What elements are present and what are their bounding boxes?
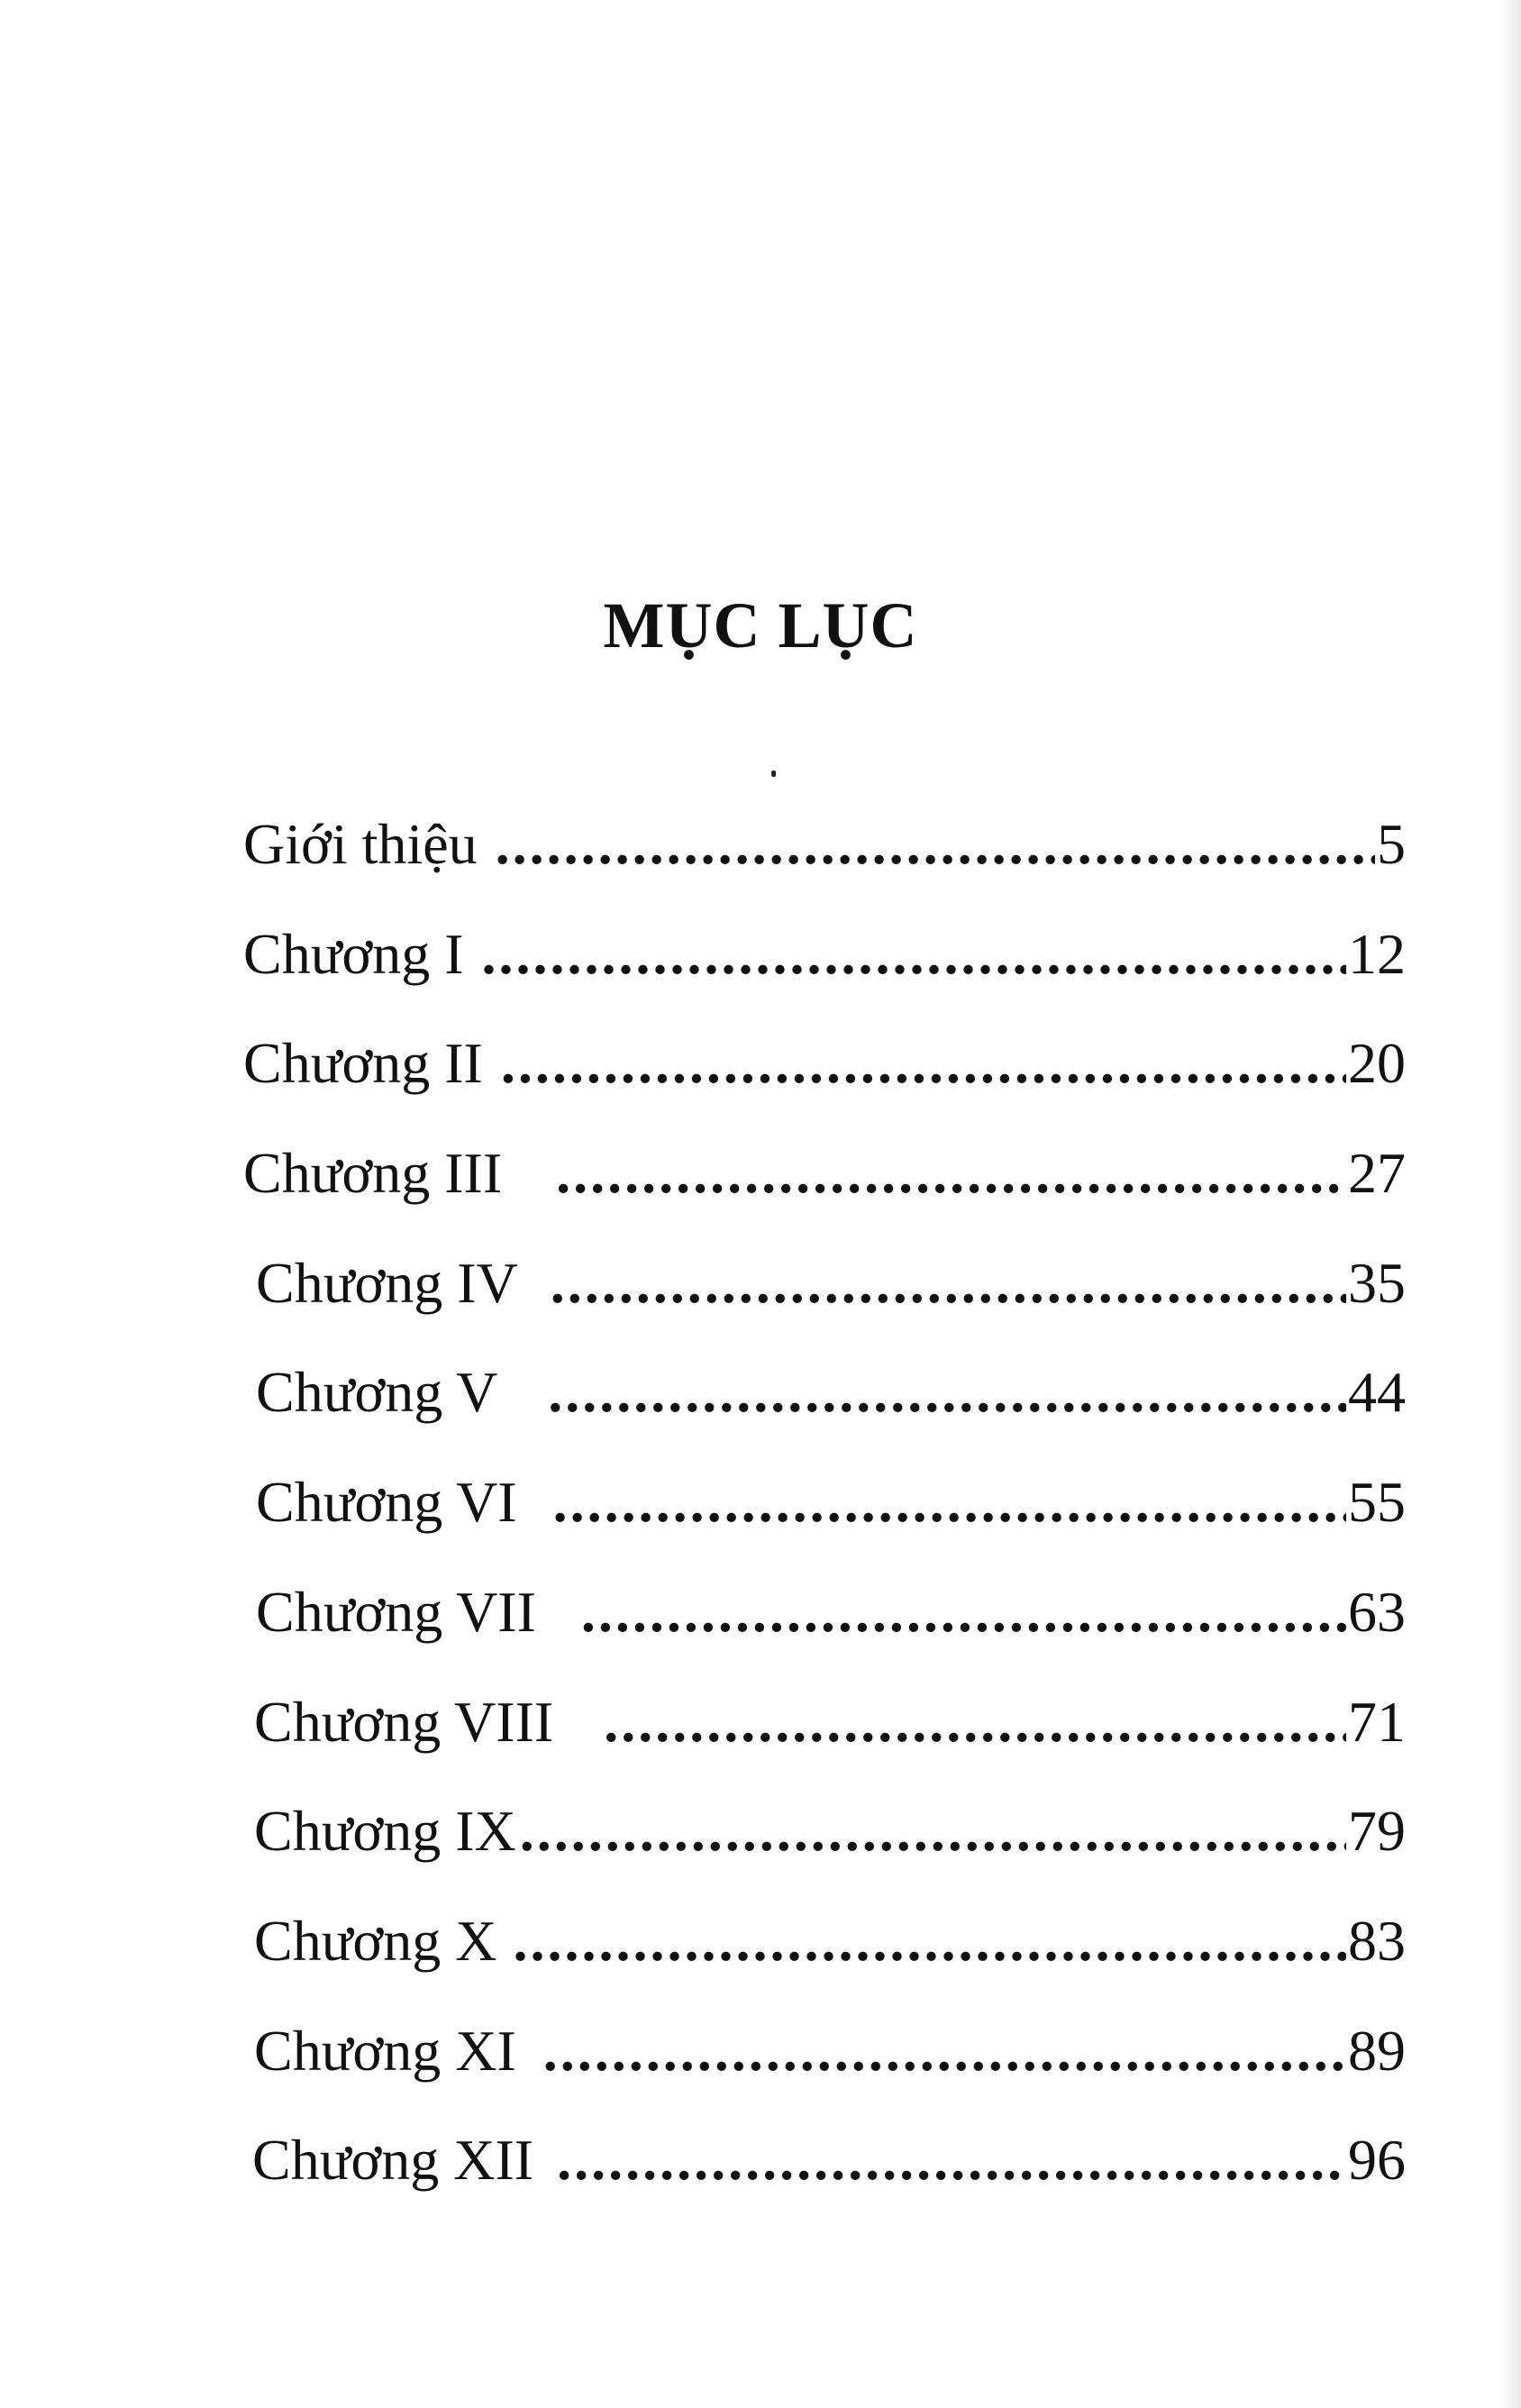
- toc-entry-chapter-1[interactable]: [243, 899, 1406, 1009]
- toc-dot-leader: [604, 1667, 1346, 1777]
- toc-dot-leader: [543, 1996, 1346, 2106]
- toc-entry-page: 20: [1348, 1031, 1406, 1096]
- toc-entry-label: Chương I: [243, 921, 464, 986]
- toc-dot-leader: [581, 1557, 1346, 1667]
- toc-dot-leader: [557, 2105, 1346, 2215]
- toc-entry-label: Chương III: [243, 1141, 503, 1206]
- toc-entry-label: Chương VI: [256, 1470, 517, 1535]
- toc-entry-chapter-7[interactable]: [243, 1557, 1406, 1667]
- toc-entry-label: Chương X: [254, 1908, 497, 1973]
- toc-entry-page: 35: [1348, 1250, 1406, 1315]
- toc-entry-chapter-6[interactable]: [243, 1447, 1406, 1557]
- toc-entry-page: 5: [1377, 812, 1406, 876]
- page-title: MỤC LỤC: [603, 589, 918, 662]
- toc-entry-label: Chương V: [256, 1360, 498, 1425]
- toc-entry-label: Chương II: [243, 1031, 483, 1096]
- toc-entry-label: Chương IX: [254, 1799, 516, 1864]
- toc-dot-leader: [520, 1776, 1346, 1886]
- toc-entry-page: 12: [1348, 921, 1406, 986]
- toc-entry-label: Giới thiệu: [243, 812, 478, 876]
- toc-entry-page: 79: [1348, 1799, 1406, 1864]
- toc-dot-leader: [551, 1228, 1346, 1338]
- toc-entry-chapter-10[interactable]: [243, 1886, 1406, 1996]
- toc-dot-leader: [496, 789, 1375, 899]
- toc-entry-label: Chương XII: [252, 2128, 534, 2193]
- page-edge-shadow: [1501, 0, 1521, 2408]
- toc-entry-introduction[interactable]: [243, 789, 1406, 899]
- toc-entry-chapter-4[interactable]: [243, 1228, 1406, 1338]
- toc-entry-page: 63: [1348, 1579, 1406, 1644]
- table-of-contents: [243, 789, 1406, 2215]
- toc-entry-page: 55: [1348, 1470, 1406, 1535]
- toc-entry-page: 96: [1348, 2128, 1406, 2193]
- toc-dot-leader: [553, 1447, 1346, 1557]
- toc-entry-chapter-3[interactable]: [243, 1118, 1406, 1228]
- toc-entry-chapter-8[interactable]: [243, 1667, 1406, 1777]
- toc-dot-leader: [556, 1118, 1346, 1228]
- toc-entry-label: Chương XI: [254, 2018, 516, 2083]
- toc-entry-label: Chương VII: [256, 1579, 536, 1644]
- toc-entry-label: Chương IV: [256, 1250, 518, 1315]
- toc-dot-leader: [501, 1008, 1346, 1118]
- toc-entry-label: Chương VIII: [254, 1689, 554, 1754]
- toc-entry-chapter-11[interactable]: [243, 1996, 1406, 2106]
- toc-entry-page: 71: [1348, 1689, 1406, 1754]
- toc-dot-leader: [548, 1337, 1346, 1447]
- toc-entry-page: 89: [1348, 2018, 1406, 2083]
- toc-entry-page: 27: [1348, 1141, 1406, 1206]
- toc-entry-page: 83: [1348, 1908, 1406, 1973]
- toc-entry-chapter-5[interactable]: [243, 1337, 1406, 1447]
- toc-entry-page: 44: [1348, 1360, 1406, 1425]
- toc-dot-leader: [513, 1886, 1346, 1996]
- toc-dot-leader: [482, 899, 1346, 1009]
- toc-entry-chapter-2[interactable]: [243, 1008, 1406, 1118]
- toc-entry-chapter-12[interactable]: [243, 2105, 1406, 2215]
- print-speck: [771, 771, 776, 777]
- toc-entry-chapter-9[interactable]: [243, 1776, 1406, 1886]
